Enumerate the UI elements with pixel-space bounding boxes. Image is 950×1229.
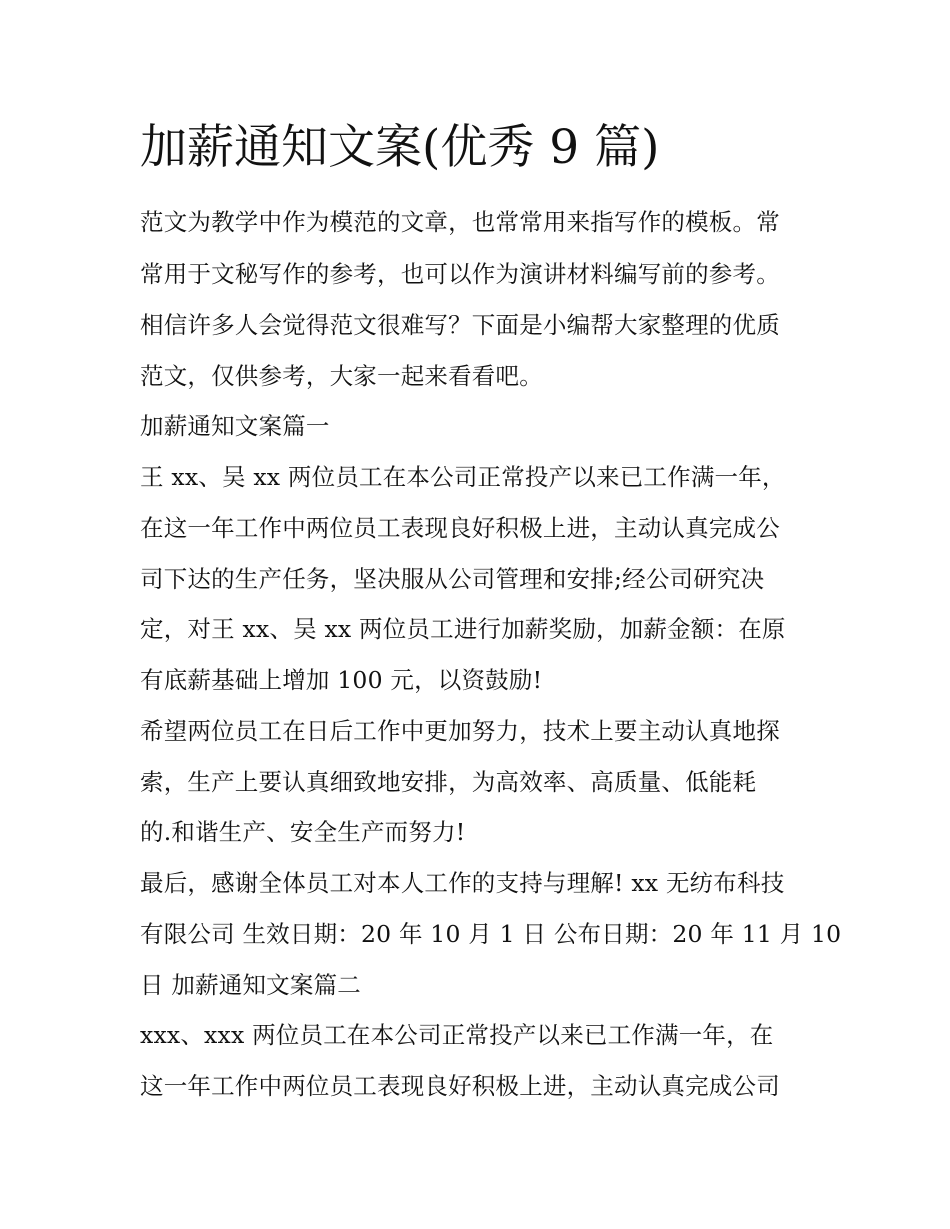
body-line: xxx、xxx 两位员工在本公司正常投产以来已工作满一年，在 bbox=[140, 1021, 774, 1049]
section-heading: 加薪通知文案篇一 bbox=[140, 412, 330, 440]
body-line: 范文，仅供参考，大家一起来看看吧。 bbox=[140, 362, 543, 390]
body-line: 的.和谐生产、安全生产而努力! bbox=[140, 818, 466, 846]
body-line: 范文为教学中作为模范的文章，也常常用来指写作的模板。常 bbox=[140, 208, 780, 236]
body-line: 这一年工作中两位员工表现良好积极上进，主动认真完成公司 bbox=[140, 1072, 780, 1100]
body-line: 定，对王 xx、吴 xx 两位员工进行加薪奖励，加薪金额：在原 bbox=[140, 615, 786, 643]
body-line: 有底薪基础上增加 100 元，以资鼓励! bbox=[140, 666, 543, 694]
body-line: 最后，感谢全体员工对本人工作的支持与理解! xx 无纺布科技 bbox=[140, 869, 785, 897]
body-line: 日 加薪通知文案篇二 bbox=[140, 971, 361, 999]
body-line: 希望两位员工在日后工作中更加努力，技术上要主动认真地探 bbox=[140, 717, 780, 745]
body-line: 司下达的生产任务，坚决服从公司管理和安排;经公司研究决 bbox=[140, 565, 765, 593]
document-title: 加薪通知文案(优秀 9 篇) bbox=[140, 120, 660, 175]
body-line: 在这一年工作中两位员工表现良好积极上进，主动认真完成公 bbox=[140, 514, 780, 542]
body-line: 有限公司 生效日期：20 年 10 月 1 日 公布日期：20 年 11 月 10 bbox=[140, 920, 842, 948]
body-line: 索，生产上要认真细致地安排，为高效率、高质量、低能耗 bbox=[140, 768, 757, 796]
body-line: 王 xx、吴 xx 两位员工在本公司正常投产以来已工作满一年， bbox=[140, 463, 786, 491]
body-line: 相信许多人会觉得范文很难写？下面是小编帮大家整理的优质 bbox=[140, 311, 780, 339]
body-line: 常用于文秘写作的参考，也可以作为演讲材料编写前的参考。 bbox=[140, 260, 780, 288]
